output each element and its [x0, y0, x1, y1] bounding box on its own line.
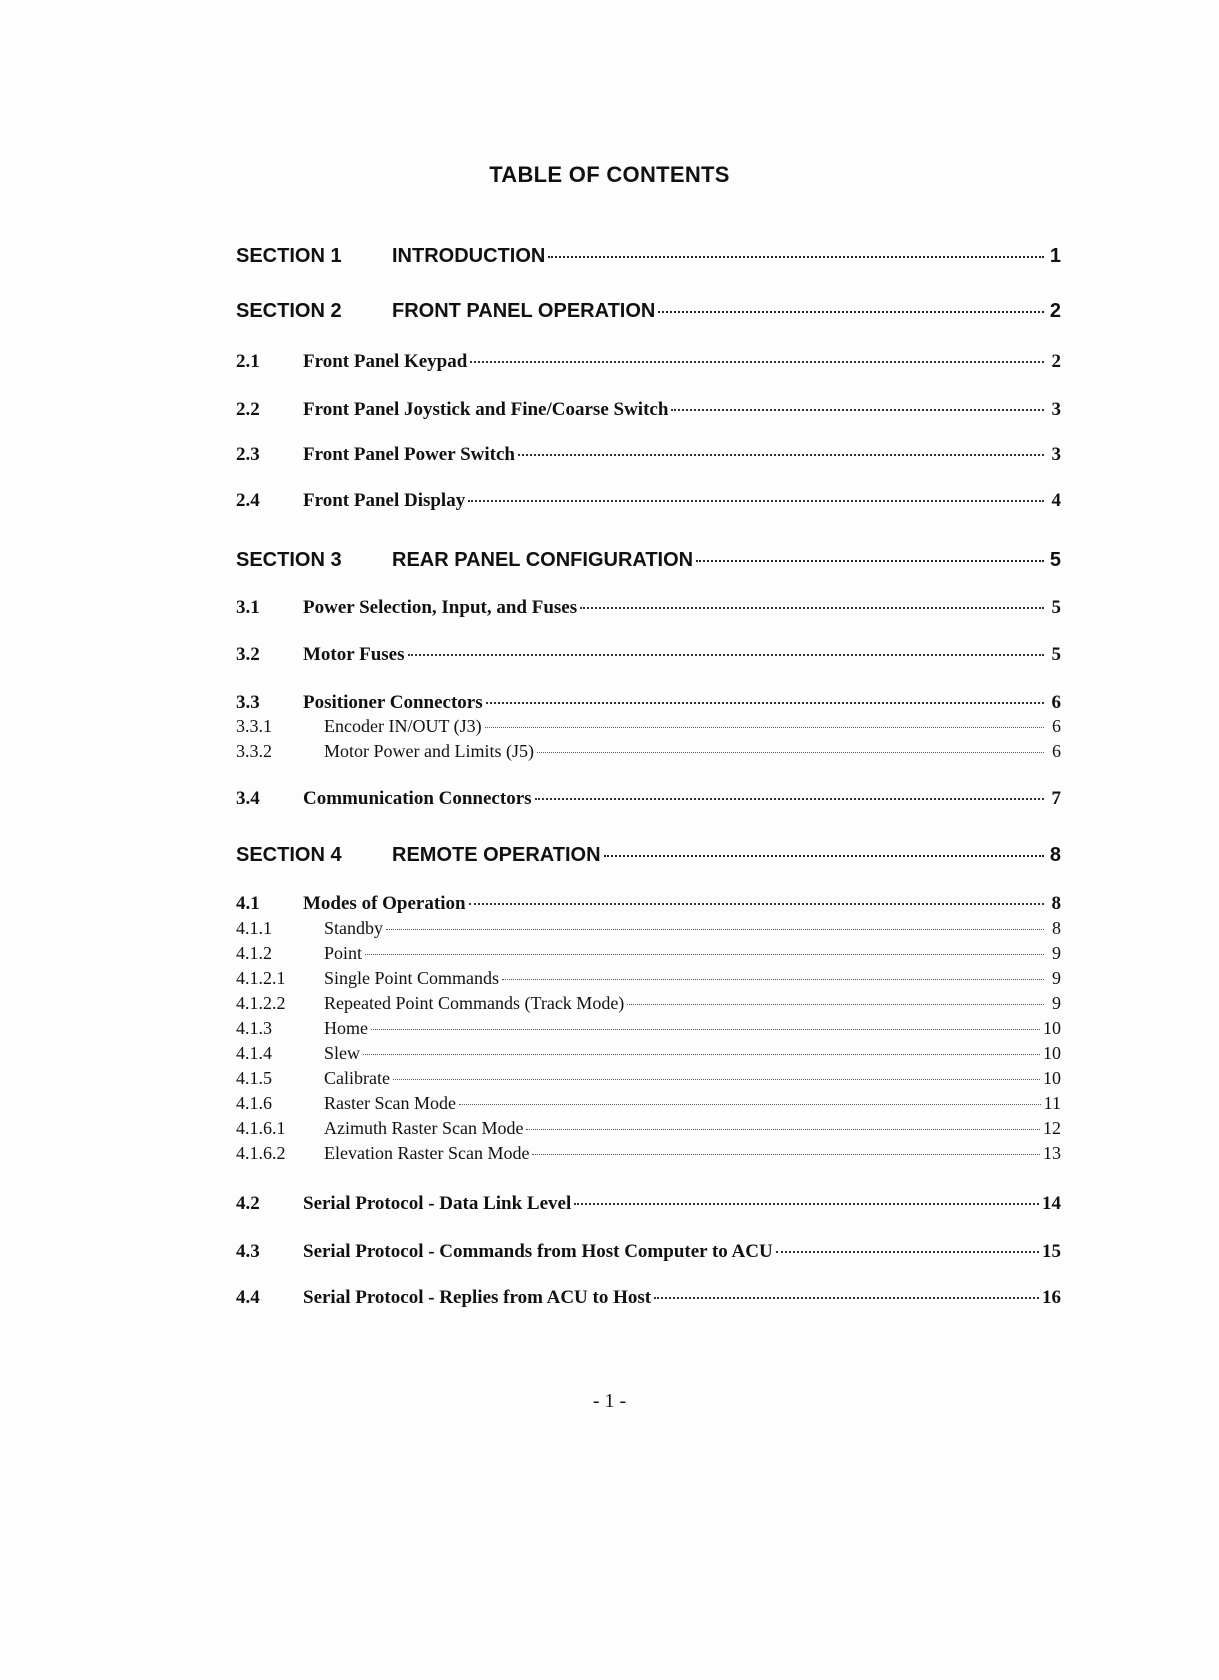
- entry-page: 15: [1042, 1241, 1061, 1262]
- dot-leader: [371, 1029, 1040, 1030]
- entry-label: Positioner Connectors: [303, 692, 483, 713]
- entry-label: Front Panel Joystick and Fine/Coarse Switch: [303, 399, 669, 420]
- entry-number: SECTION 4: [236, 844, 342, 866]
- dot-leader: [408, 654, 1045, 656]
- entry-label: Front Panel Display: [303, 490, 466, 511]
- entry-number: 3.3: [236, 692, 260, 713]
- entry-number: SECTION 1: [236, 245, 342, 267]
- entry-label: Serial Protocol - Data Link Level: [303, 1193, 572, 1214]
- toc-entry-4-1-6-2[interactable]: [236, 1143, 1061, 1164]
- entry-page: 6: [1052, 741, 1061, 761]
- entry-page: 5: [1051, 597, 1061, 618]
- toc-entry-4-1-2-1[interactable]: [236, 968, 1061, 989]
- toc-entry-3-1[interactable]: [236, 597, 1061, 619]
- dot-leader: [363, 1054, 1040, 1055]
- entry-page: 12: [1043, 1118, 1061, 1138]
- dot-leader: [502, 979, 1044, 980]
- toc-entry-4-1-3[interactable]: [236, 1018, 1061, 1039]
- dot-leader: [386, 929, 1044, 930]
- toc-entry-2-3[interactable]: [236, 444, 1061, 466]
- entry-page: 16: [1042, 1287, 1061, 1308]
- dot-leader: [468, 500, 1044, 502]
- entry-number: 4.1.6.1: [236, 1118, 286, 1138]
- toc-title: TABLE OF CONTENTS: [489, 162, 730, 187]
- entry-label: Modes of Operation: [303, 893, 466, 914]
- entry-page: 9: [1052, 968, 1061, 988]
- entry-page: 6: [1051, 692, 1061, 713]
- entry-page: 8: [1052, 918, 1061, 938]
- entry-page: 2: [1051, 351, 1061, 372]
- dot-leader: [604, 855, 1044, 857]
- entry-page: 13: [1043, 1143, 1061, 1163]
- entry-number: 4.2: [236, 1193, 260, 1214]
- dot-leader: [393, 1079, 1040, 1080]
- entry-label: Slew: [324, 1043, 360, 1063]
- entry-label: Elevation Raster Scan Mode: [324, 1143, 530, 1163]
- entry-page: 10: [1043, 1043, 1061, 1063]
- entry-number: 2.2: [236, 399, 260, 420]
- entry-page: 8: [1051, 893, 1061, 914]
- entry-number: 4.1.6: [236, 1093, 272, 1113]
- entry-page: 1: [1049, 245, 1061, 267]
- entry-page: 11: [1043, 1093, 1061, 1113]
- dot-leader: [518, 454, 1044, 456]
- entry-label: Motor Power and Limits (J5): [324, 741, 534, 761]
- entry-number: SECTION 2: [236, 300, 342, 322]
- entry-page: 8: [1049, 844, 1061, 866]
- entry-label: Motor Fuses: [303, 644, 405, 665]
- page-number-footer: - 1 -: [592, 1390, 627, 1412]
- entry-label: Front Panel Keypad: [303, 351, 468, 372]
- toc-entry-4-1-6-1[interactable]: [236, 1118, 1061, 1139]
- entry-page: 9: [1052, 993, 1061, 1013]
- entry-label: Azimuth Raster Scan Mode: [324, 1118, 524, 1138]
- entry-label: Point: [324, 943, 363, 963]
- entry-page: 5: [1049, 549, 1061, 571]
- entry-label: FRONT PANEL OPERATION: [392, 300, 656, 322]
- toc-entry-2-2[interactable]: [236, 399, 1061, 421]
- toc-entry-2-4[interactable]: [236, 490, 1061, 512]
- dot-leader: [696, 560, 1044, 562]
- entry-page: 3: [1051, 399, 1061, 420]
- entry-number: 3.4: [236, 788, 260, 809]
- entry-label: Single Point Commands: [324, 968, 500, 988]
- entry-label: REAR PANEL CONFIGURATION: [392, 549, 694, 571]
- entry-label: Serial Protocol - Commands from Host Computer to ACU: [303, 1241, 773, 1262]
- entry-page: 10: [1043, 1018, 1061, 1038]
- entry-number: 2.1: [236, 351, 260, 372]
- entry-number: 4.1: [236, 893, 260, 914]
- toc-entry-4-1-5[interactable]: [236, 1068, 1061, 1089]
- toc-entry-4-1-4[interactable]: [236, 1043, 1061, 1064]
- entry-number: 4.1.2.1: [236, 968, 286, 988]
- dot-leader: [654, 1297, 1039, 1299]
- entry-number: 4.1.6.2: [236, 1143, 286, 1163]
- entry-page: 14: [1042, 1193, 1061, 1214]
- toc-entry-2-1[interactable]: [236, 351, 1061, 373]
- dot-leader: [671, 409, 1044, 411]
- entry-number: 3.2: [236, 644, 260, 665]
- entry-number: 3.3.1: [236, 716, 272, 736]
- toc-entry-4-1-2[interactable]: [236, 943, 1061, 964]
- toc-entry-3-3-2[interactable]: [236, 741, 1061, 762]
- dot-leader: [537, 752, 1044, 753]
- toc-entry-4-3[interactable]: [236, 1241, 1061, 1263]
- entry-page: 7: [1051, 788, 1061, 809]
- entry-page: 10: [1043, 1068, 1061, 1088]
- dot-leader: [532, 1154, 1040, 1155]
- toc-entry-section-4[interactable]: [236, 844, 1061, 867]
- dot-leader: [459, 1104, 1041, 1105]
- toc-entry-3-2[interactable]: [236, 644, 1061, 666]
- entry-label: Power Selection, Input, and Fuses: [303, 597, 578, 618]
- dot-leader: [365, 954, 1044, 955]
- dot-leader: [580, 607, 1044, 609]
- entry-page: 4: [1051, 490, 1061, 511]
- entry-number: SECTION 3: [236, 549, 342, 571]
- toc-entry-4-1-2-2[interactable]: [236, 993, 1061, 1014]
- dot-leader: [548, 256, 1044, 258]
- entry-label: Encoder IN/OUT (J3): [324, 716, 482, 736]
- toc-entry-3-4[interactable]: [236, 788, 1061, 810]
- toc-entry-section-1[interactable]: [236, 245, 1061, 268]
- dot-leader: [776, 1251, 1039, 1253]
- entry-page: 3: [1051, 444, 1061, 465]
- toc-entry-4-1-6[interactable]: [236, 1093, 1061, 1114]
- entry-number: 3.1: [236, 597, 260, 618]
- entry-number: 4.3: [236, 1241, 260, 1262]
- entry-number: 4.1.5: [236, 1068, 272, 1088]
- toc-entry-4-1-1[interactable]: [236, 918, 1061, 939]
- entry-page: 2: [1049, 300, 1061, 322]
- entry-label: Standby: [324, 918, 384, 938]
- entry-number: 4.4: [236, 1287, 260, 1308]
- entry-label: Calibrate: [324, 1068, 390, 1088]
- dot-leader: [526, 1129, 1040, 1130]
- entry-label: REMOTE OPERATION: [392, 844, 601, 866]
- dot-leader: [485, 727, 1044, 728]
- dot-leader: [469, 903, 1044, 905]
- entry-number: 2.3: [236, 444, 260, 465]
- dot-leader: [470, 361, 1044, 363]
- toc-entry-3-3[interactable]: [236, 692, 1061, 714]
- entry-label: Raster Scan Mode: [324, 1093, 456, 1113]
- dot-leader: [486, 702, 1044, 704]
- entry-label: Communication Connectors: [303, 788, 532, 809]
- entry-page: 9: [1052, 943, 1061, 963]
- entry-page: 6: [1052, 716, 1061, 736]
- entry-label: Home: [324, 1018, 368, 1038]
- dot-leader: [574, 1203, 1039, 1205]
- entry-number: 2.4: [236, 490, 260, 511]
- dot-leader: [535, 798, 1044, 800]
- toc-entry-section-3[interactable]: [236, 549, 1061, 572]
- entry-number: 3.3.2: [236, 741, 272, 761]
- dot-leader: [627, 1004, 1044, 1005]
- toc-entry-3-3-1[interactable]: [236, 716, 1061, 737]
- entry-label: Serial Protocol - Replies from ACU to Host: [303, 1287, 652, 1308]
- toc-entry-4-1[interactable]: [236, 893, 1061, 915]
- entry-number: 4.1.1: [236, 918, 272, 938]
- toc-entry-4-2[interactable]: [236, 1193, 1061, 1215]
- dot-leader: [658, 311, 1044, 313]
- entry-number: 4.1.2.2: [236, 993, 286, 1013]
- entry-label: INTRODUCTION: [392, 245, 546, 267]
- toc-entry-section-2[interactable]: [236, 300, 1061, 323]
- entry-number: 4.1.3: [236, 1018, 272, 1038]
- entry-label: Repeated Point Commands (Track Mode): [324, 993, 625, 1013]
- entry-label: Front Panel Power Switch: [303, 444, 515, 465]
- toc-entry-4-4[interactable]: [236, 1287, 1061, 1309]
- entry-page: 5: [1051, 644, 1061, 665]
- entry-number: 4.1.4: [236, 1043, 272, 1063]
- entry-number: 4.1.2: [236, 943, 272, 963]
